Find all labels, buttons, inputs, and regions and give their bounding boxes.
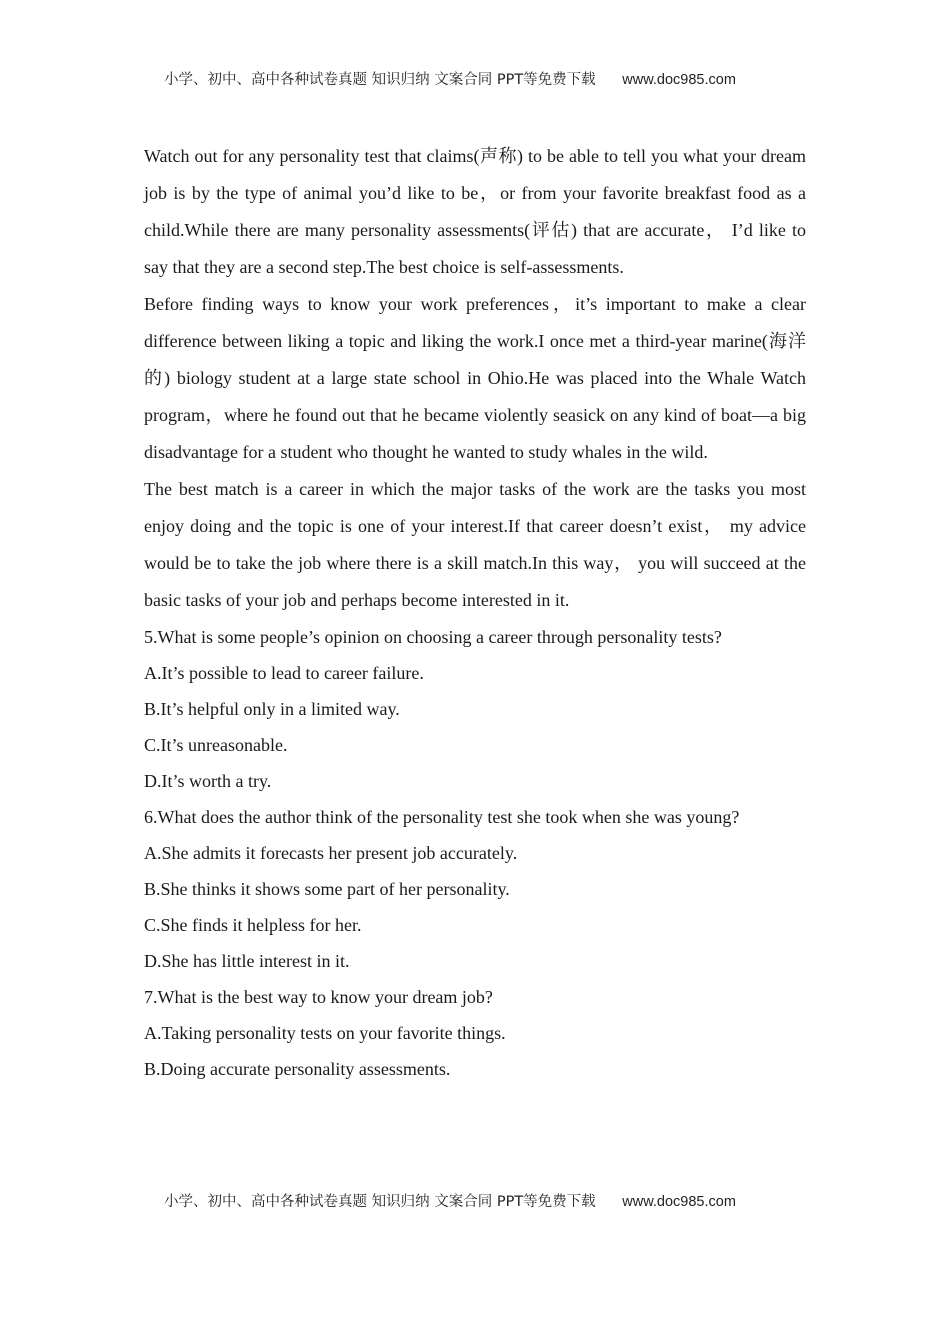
paragraph: Watch out for any personality test that claims(声称) to be able to tell you what your dream job is by the type of animal you’d like to be，or from your favorite breakfast food as a child.While there are many personality assessments(评估) that are accurate， I’d like to say that they are a second step.The best choice is self-assessments. [144,146,806,277]
option-c: C.She finds it helpless for her. [144,915,362,935]
option-b: B.She thinks it shows some part of her personality. [144,879,510,899]
option-d: D.It’s worth a try. [144,771,272,791]
option-a: A.She admits it forecasts her present job accurately. [144,843,518,863]
paragraph: Before finding ways to know your work preferences，it’s important to make a clear difference between liking a topic and liking the work.I once met a third-year marine(海洋的) biology student at a large state school in Ohio.He was placed into the Whale Watch program，where he found out that he became violently seasick on any kind of boat—a big disadvantage for a student who thought he wanted to study whales in the wild. [144,294,806,462]
footer-text: 小学、初中、高中各种试卷真题 知识归纳 文案合同 PPT等免费下载 [164,1194,596,1210]
question-stem: 7.What is the best way to know your dream job? [144,987,493,1007]
question-stem: 5.What is some people’s opinion on choosing a career through personality tests? [144,627,722,647]
option-c: C.It’s unreasonable. [144,735,288,755]
question-7 [144,979,806,1087]
footer-url[interactable]: www.doc985.com [622,1194,736,1210]
question-stem: 6.What does the author think of the personality test she took when she was young? [144,807,740,827]
option-a: A.Taking personality tests on your favorite things. [144,1023,506,1043]
option-a: A.It’s possible to lead to career failure. [144,663,424,683]
question-6 [144,799,806,979]
option-b: B.It’s helpful only in a limited way. [144,699,400,719]
document-body [144,138,806,1087]
option-d: D.She has little interest in it. [144,951,350,971]
header-text: 小学、初中、高中各种试卷真题 知识归纳 文案合同 PPT等免费下载 [164,72,596,88]
page-header [164,68,804,89]
option-b: B.Doing accurate personality assessments. [144,1059,451,1079]
header-url[interactable]: www.doc985.com [622,72,736,88]
question-5 [144,619,806,799]
page-footer [164,1190,804,1211]
paragraph: The best match is a career in which the major tasks of the work are the tasks you most enjoy doing and the topic is one of your interest.If that career doesn’t exist， my advice would be to take the job where there is a skill match.In this way， you will succeed at the basic tasks of your job and perhaps become interested in it. [144,479,806,610]
